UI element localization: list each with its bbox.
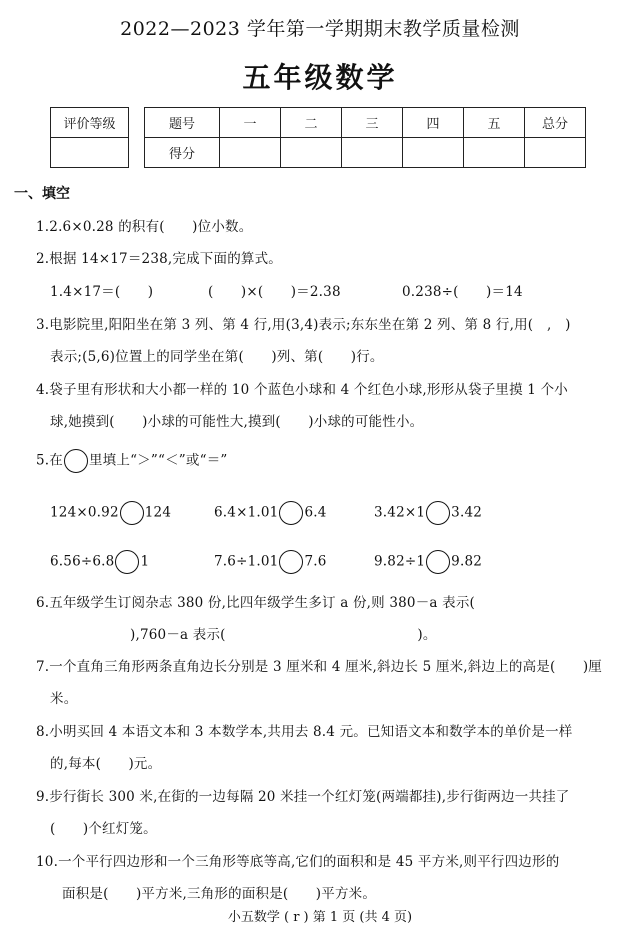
score-table xyxy=(144,107,586,168)
score-header-cell: 一 xyxy=(220,108,281,138)
score-cell[interactable] xyxy=(281,138,342,168)
score-cell[interactable] xyxy=(342,138,403,168)
question-8-line-2: 的,每本( )元。 xyxy=(50,756,162,772)
compare-circle-icon[interactable] xyxy=(426,550,450,574)
question-2-part-a: 1.4×17＝( ) xyxy=(50,284,154,300)
rating-label: 评价等级 xyxy=(51,108,129,138)
exam-title: 2022—2023 学年第一学期期末教学质量检测 xyxy=(120,18,520,40)
compare-circle-icon[interactable] xyxy=(115,550,139,574)
question-2: 2.根据 14×17＝238,完成下面的算式。 xyxy=(36,251,282,267)
compare-item xyxy=(214,550,327,574)
rating-table xyxy=(50,107,129,168)
question-9-line-1: 9.步行街长 300 米,在街的一边每隔 20 米挂一个红灯笼(两端都挂),步行街两边一共挂了 xyxy=(36,789,570,805)
compare-item xyxy=(374,550,482,574)
compare-right: 9.82 xyxy=(451,553,483,570)
question-1: 1.2.6×0.28 的积有( )位小数。 xyxy=(36,219,253,235)
question-6-line-1: 6.五年级学生订阅杂志 380 份,比四年级学生多订 a 份,则 380－a 表示( xyxy=(36,595,476,611)
question-8-line-1: 8.小明买回 4 本语文本和 3 本数学本,共用去 8.4 元。已知语文本和数学本的单价是一样 xyxy=(36,724,573,740)
score-cell[interactable] xyxy=(525,138,586,168)
rating-value-cell[interactable] xyxy=(51,138,129,168)
question-5-suffix: 里填上“＞”“＜”或“＝” xyxy=(88,452,228,469)
score-header-row xyxy=(145,108,586,138)
compare-right: 7.6 xyxy=(304,553,327,570)
question-10-line-2: 面积是( )平方米,三角形的面积是( )平方米。 xyxy=(62,886,377,902)
question-9-line-2: ( )个红灯笼。 xyxy=(50,821,157,837)
score-header-cell: 五 xyxy=(464,108,525,138)
compare-item xyxy=(214,501,327,525)
compare-item xyxy=(374,501,482,525)
compare-right: 124 xyxy=(144,504,172,521)
compare-left: 9.82÷1 xyxy=(374,553,426,570)
question-7-line-1: 7.一个直角三角形两条直角边长分别是 3 厘米和 4 厘米,斜边长 5 厘米,斜边上的高是( )厘 xyxy=(36,659,603,675)
subject-title: 五年级数学 xyxy=(242,61,398,94)
question-2-part-b: ( )×( )＝2.38 xyxy=(208,284,341,300)
score-cell[interactable] xyxy=(464,138,525,168)
page-footer: 小五数学 ( r ) 第 1 页 (共 4 页) xyxy=(227,910,413,925)
compare-circle-icon[interactable] xyxy=(279,550,303,574)
compare-left: 6.4×1.01 xyxy=(214,504,279,521)
score-header-cell: 总分 xyxy=(525,108,586,138)
question-7-line-2: 米。 xyxy=(50,691,78,707)
question-5-prefix: 5.在 xyxy=(36,452,63,469)
compare-circle-icon[interactable] xyxy=(120,501,144,525)
question-6-line-2: ),760－a 表示( )。 xyxy=(130,627,437,643)
score-header-cell: 题号 xyxy=(145,108,220,138)
compare-right: 1 xyxy=(140,553,150,570)
score-row-label: 得分 xyxy=(145,138,220,168)
compare-left: 3.42×1 xyxy=(374,504,426,521)
question-10-line-1: 10.一个平行四边形和一个三角形等底等高,它们的面积和是 45 平方米,则平行四边形的 xyxy=(36,854,560,870)
compare-circle-icon[interactable] xyxy=(279,501,303,525)
question-2-part-c: 0.238÷( )＝14 xyxy=(402,284,523,300)
score-header-cell: 三 xyxy=(342,108,403,138)
compare-left: 6.56÷6.8 xyxy=(50,553,115,570)
compare-left: 124×0.92 xyxy=(50,504,119,521)
question-5 xyxy=(36,449,228,473)
question-4-line-2: 球,她摸到( )小球的可能性大,摸到( )小球的可能性小。 xyxy=(50,414,424,430)
section-title: 一、填空 xyxy=(14,186,70,202)
question-3-line-2: 表示;(5,6)位置上的同学坐在第( )列、第( )行。 xyxy=(50,349,384,365)
score-header-cell: 二 xyxy=(281,108,342,138)
question-3-line-1: 3.电影院里,阳阳坐在第 3 列、第 4 行,用(3,4)表示;东东坐在第 2 列、第 8 行,用( , ) xyxy=(36,317,571,333)
compare-circle-icon[interactable] xyxy=(426,501,450,525)
score-cell[interactable] xyxy=(403,138,464,168)
compare-left: 7.6÷1.01 xyxy=(214,553,279,570)
question-4-line-1: 4.袋子里有形状和大小都一样的 10 个蓝色小球和 4 个红色小球,形形从袋子里摸 1 个小 xyxy=(36,382,568,398)
score-header-cell: 四 xyxy=(403,108,464,138)
compare-circle-icon xyxy=(64,449,88,473)
compare-item xyxy=(50,501,171,525)
compare-right: 6.4 xyxy=(304,504,327,521)
compare-item xyxy=(50,550,149,574)
score-cell[interactable] xyxy=(220,138,281,168)
compare-right: 3.42 xyxy=(451,504,483,521)
score-value-row xyxy=(145,138,586,168)
